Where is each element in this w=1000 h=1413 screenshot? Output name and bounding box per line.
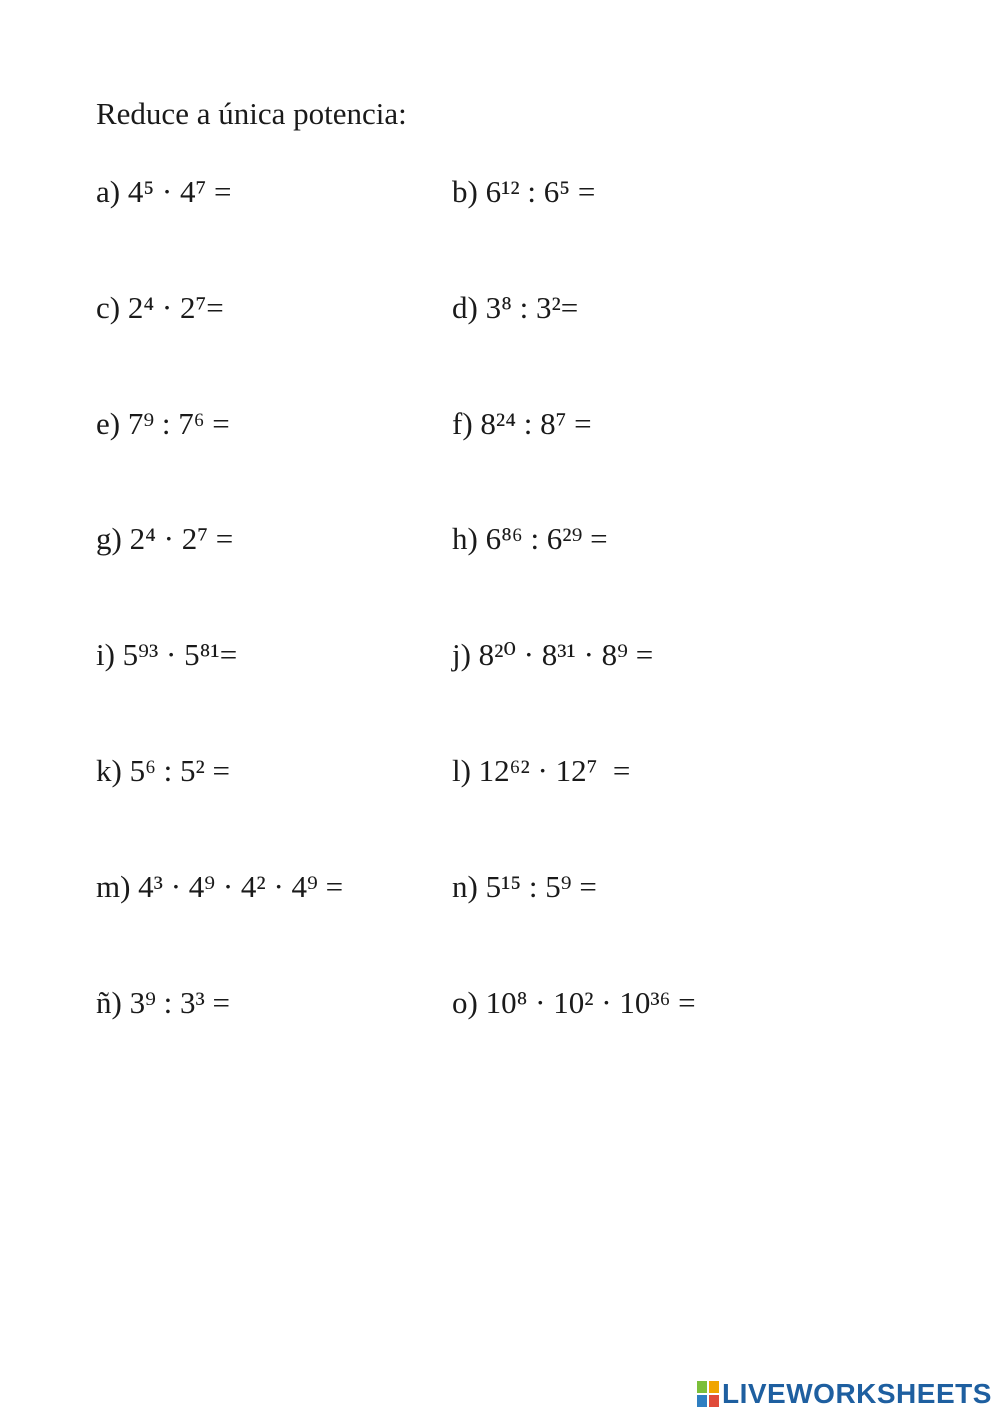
exercise-row [96, 749, 896, 865]
exercise-i: i) 5⁹³ · 5⁸¹= [96, 637, 238, 673]
exercise-j: j) 8²⁰ · 8³¹ · 8⁹ = [452, 637, 654, 673]
exercise-e: e) 7⁹ : 7⁶ = [96, 405, 230, 441]
exercise-f: f) 8²⁴ : 8⁷ = [452, 405, 592, 441]
exercise-c: c) 2⁴ · 2⁷= [96, 289, 224, 325]
exercise-g: g) 2⁴ · 2⁷ = [96, 521, 234, 557]
exercise-n: n) 5¹⁵ : 5⁹ = [452, 868, 597, 904]
exercise-m: m) 4³ · 4⁹ · 4² · 4⁹ = [96, 868, 344, 904]
logo-text: LIVEWORKSHEETS [722, 1378, 992, 1409]
exercise-d: d) 3⁸ : 3²= [452, 289, 579, 325]
exercise-enye: ñ) 3⁹ : 3³ = [96, 984, 231, 1020]
exercise-row [96, 981, 896, 1097]
exercise-h: h) 6⁸⁶ : 6²⁹ = [452, 521, 608, 557]
exercise-grid [96, 170, 896, 1096]
exercise-k: k) 5⁶ : 5² = [96, 752, 231, 788]
exercise-o: o) 10⁸ · 10² · 10³⁶ = [452, 984, 696, 1020]
exercise-row [96, 402, 896, 518]
liveworksheets-logo [697, 1377, 992, 1411]
exercise-row [96, 865, 896, 981]
exercise-a: a) 4⁵ · 4⁷ = [96, 174, 232, 209]
exercise-row [96, 286, 896, 402]
exercise-row [96, 170, 896, 286]
page-title: Reduce a única potencia: [96, 96, 407, 131]
exercise-l: l) 12⁶² · 12⁷ = [452, 752, 631, 788]
liveworksheets-logo-icon [697, 1381, 719, 1407]
exercise-row [96, 633, 896, 749]
exercise-row [96, 517, 896, 633]
exercise-b: b) 6¹² : 6⁵ = [452, 174, 596, 209]
